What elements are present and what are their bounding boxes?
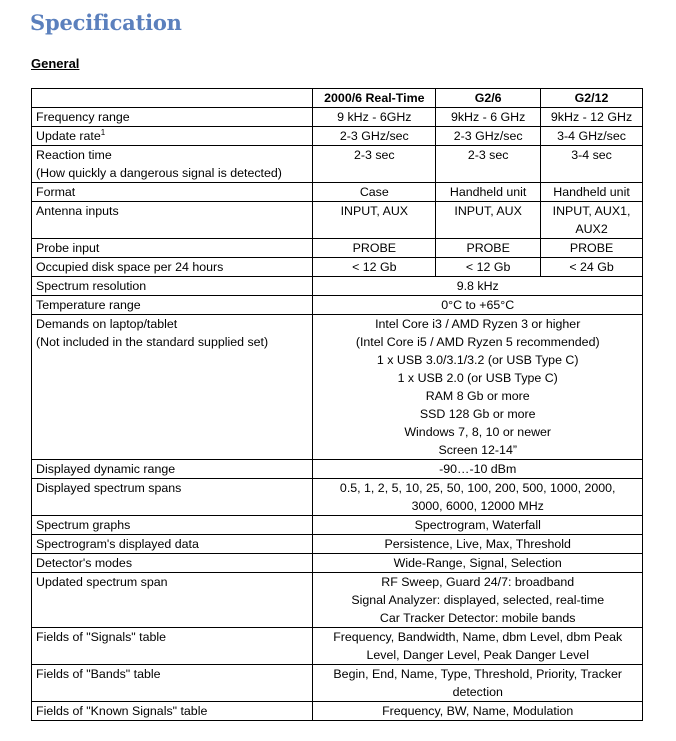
merged-value-cell <box>313 702 643 721</box>
cell-value: Spectrogram, Waterfall <box>414 518 541 532</box>
row-label-cell <box>32 296 313 315</box>
row-label-cell <box>32 127 313 146</box>
cell-value: 0°C to +65°C <box>441 298 515 312</box>
row-label: Reaction time <box>36 148 112 162</box>
row-label <box>36 127 308 145</box>
cell-value: 2-3 sec <box>354 148 395 162</box>
merged-value-cell <box>313 277 643 296</box>
row-label: Detector's modes <box>36 556 133 570</box>
cell-value: RAM 8 Gb or more <box>425 389 530 403</box>
row-label-cell <box>32 277 313 296</box>
cell-value: 9kHz - 6 GHz <box>450 110 526 124</box>
cell-value: Car Tracker Detector: mobile bands <box>379 611 576 625</box>
cell-value: -90…-10 dBm <box>439 462 517 476</box>
page-title: Specification <box>30 10 182 35</box>
row-label: Updated spectrum span <box>36 575 168 589</box>
value-cell <box>313 146 436 183</box>
table-row <box>32 315 643 460</box>
cell-value: 3-4 GHz/sec <box>557 129 626 143</box>
row-label-cell <box>32 573 313 628</box>
value-cell <box>541 183 643 202</box>
row-label-cell <box>32 554 313 573</box>
cell-value: (Intel Core i5 / AMD Ryzen 5 recommended) <box>355 335 600 349</box>
table-row <box>32 202 643 239</box>
table-row <box>32 277 643 296</box>
row-label-cell <box>32 479 313 516</box>
merged-value-cell <box>313 315 643 460</box>
cell-value: 0.5, 1, 2, 5, 10, 25, 50, 100, 200, 500, 1000, 2000, <box>339 481 616 495</box>
header-cell-empty <box>32 89 313 108</box>
table-row <box>32 535 643 554</box>
value-cell <box>313 127 436 146</box>
value-cell <box>313 202 436 239</box>
row-label: Fields of "Bands" table <box>36 667 161 681</box>
row-label: (How quickly a dangerous signal is detected) <box>36 166 282 180</box>
table-header-row <box>32 89 643 108</box>
value-cell <box>541 127 643 146</box>
row-label: Spectrogram's displayed data <box>36 537 199 551</box>
cell-value: 9.8 kHz <box>456 279 499 293</box>
row-label-cell <box>32 202 313 239</box>
merged-value-cell <box>313 665 643 702</box>
value-cell <box>541 202 643 239</box>
value-cell <box>436 146 541 183</box>
row-label: Temperature range <box>36 298 141 312</box>
row-label-cell <box>32 535 313 554</box>
cell-value: Frequency, Bandwidth, Name, dbm Level, dbm Peak <box>333 630 623 644</box>
table-row <box>32 554 643 573</box>
row-label: Format <box>36 185 76 199</box>
cell-value: Begin, End, Name, Type, Threshold, Priority, Tracker <box>333 667 622 681</box>
row-label-cell <box>32 460 313 479</box>
cell-value: 2-3 sec <box>467 148 509 162</box>
row-label-cell <box>32 628 313 665</box>
specification-table <box>31 88 643 721</box>
cell-value: < 24 Gb <box>569 260 614 274</box>
row-label-cell <box>32 108 313 127</box>
table-row <box>32 258 643 277</box>
cell-value: 9 kHz - 6GHz <box>337 110 412 124</box>
value-cell <box>541 146 643 183</box>
header-cell-2000-6: 2000/6 Real-Time <box>313 89 436 108</box>
table-row <box>32 183 643 202</box>
header-cell-g2-12: G2/12 <box>541 89 643 108</box>
row-label-cell <box>32 146 313 183</box>
cell-value: Windows 7, 8, 10 or newer <box>404 425 552 439</box>
value-cell <box>436 239 541 258</box>
value-cell <box>436 202 541 239</box>
cell-value: < 12 Gb <box>352 260 397 274</box>
cell-value: Frequency, BW, Name, Modulation <box>382 704 574 718</box>
footnote-marker: 1 <box>100 127 106 137</box>
value-cell <box>313 239 436 258</box>
cell-value: RF Sweep, Guard 24/7: broadband <box>381 575 575 589</box>
cell-value: AUX2 <box>575 222 608 236</box>
table-row <box>32 239 643 258</box>
cell-value: Case <box>359 185 389 199</box>
row-label: Frequency range <box>36 110 130 124</box>
cell-value: Persistence, Live, Max, Threshold <box>384 537 571 551</box>
cell-value: Level, Danger Level, Peak Danger Level <box>366 648 589 662</box>
merged-value-cell <box>313 460 643 479</box>
value-cell <box>313 258 436 277</box>
table-row <box>32 127 643 146</box>
merged-value-cell <box>313 573 643 628</box>
cell-value: Handheld unit <box>553 185 630 199</box>
row-label: Displayed dynamic range <box>36 462 176 476</box>
table-row <box>32 573 643 628</box>
cell-value: 1 x USB 3.0/3.1/3.2 (or USB Type C) <box>376 353 579 367</box>
value-cell <box>436 183 541 202</box>
merged-value-cell <box>313 296 643 315</box>
row-label: Fields of "Signals" table <box>36 630 167 644</box>
row-label: Demands on laptop/tablet <box>36 317 178 331</box>
cell-value: < 12 Gb <box>465 260 511 274</box>
cell-value: Intel Core i3 / AMD Ryzen 3 or higher <box>375 317 581 331</box>
value-cell <box>313 108 436 127</box>
table-row <box>32 702 643 721</box>
value-cell <box>541 108 643 127</box>
row-label: Spectrum resolution <box>36 279 147 293</box>
table-row <box>32 628 643 665</box>
row-label: Antenna inputs <box>36 204 119 218</box>
value-cell <box>436 108 541 127</box>
row-label: Occupied disk space per 24 hours <box>36 260 224 274</box>
row-label-cell <box>32 516 313 535</box>
cell-value: 2-3 GHz/sec <box>453 129 523 143</box>
cell-value: 3000, 6000, 12000 MHz <box>411 499 544 513</box>
cell-value: PROBE <box>569 241 614 255</box>
cell-value: INPUT, AUX1, <box>552 204 631 218</box>
row-label-cell <box>32 258 313 277</box>
value-cell <box>541 258 643 277</box>
row-label-cell <box>32 702 313 721</box>
merged-value-cell <box>313 628 643 665</box>
cell-value: Screen 12-14” <box>438 443 517 457</box>
merged-value-cell <box>313 535 643 554</box>
cell-value: 1 x USB 2.0 (or USB Type C) <box>397 371 558 385</box>
header-cell-g2-6: G2/6 <box>436 89 541 108</box>
merged-value-cell <box>313 554 643 573</box>
cell-value: Wide-Range, Signal, Selection <box>393 556 562 570</box>
cell-value: SSD 128 Gb or more <box>419 407 536 421</box>
row-label: Probe input <box>36 241 100 255</box>
table-row <box>32 665 643 702</box>
cell-value: 3-4 sec <box>571 148 612 162</box>
merged-value-cell <box>313 516 643 535</box>
cell-value: detection <box>452 685 503 699</box>
cell-value: INPUT, AUX <box>454 204 522 218</box>
table-row <box>32 146 643 183</box>
table-row <box>32 479 643 516</box>
cell-value: INPUT, AUX <box>340 204 409 218</box>
row-label-cell <box>32 183 313 202</box>
cell-value: Signal Analyzer: displayed, selected, real-time <box>351 593 605 607</box>
row-label-cell <box>32 315 313 460</box>
row-label-cell <box>32 665 313 702</box>
cell-value: Handheld unit <box>449 185 527 199</box>
row-label: Spectrum graphs <box>36 518 131 532</box>
table-row <box>32 296 643 315</box>
cell-value: PROBE <box>352 241 397 255</box>
merged-value-cell <box>313 479 643 516</box>
row-label: (Not included in the standard supplied set) <box>36 335 269 349</box>
value-cell <box>436 127 541 146</box>
row-label: Displayed spectrum spans <box>36 481 182 495</box>
cell-value: 9kHz - 12 GHz <box>550 110 633 124</box>
value-cell <box>541 239 643 258</box>
value-cell <box>313 183 436 202</box>
cell-value: PROBE <box>466 241 510 255</box>
cell-value: 2-3 GHz/sec <box>339 129 409 143</box>
table-row <box>32 460 643 479</box>
row-label: Fields of "Known Signals" table <box>36 704 208 718</box>
value-cell <box>436 258 541 277</box>
section-heading: General <box>31 56 80 71</box>
row-label-cell <box>32 239 313 258</box>
row-label-text: Update rate <box>36 129 101 143</box>
table-row <box>32 108 643 127</box>
table-row <box>32 516 643 535</box>
